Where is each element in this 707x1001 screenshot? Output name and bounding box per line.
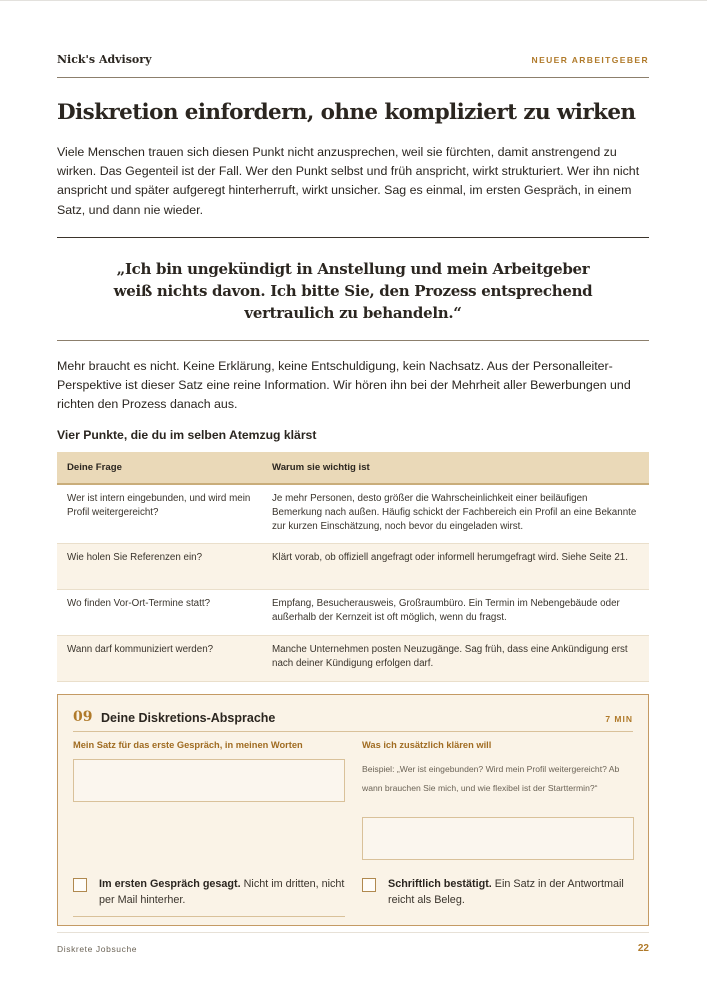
checkbox[interactable]	[73, 878, 87, 892]
checkbox[interactable]	[362, 878, 376, 892]
exercise-box	[57, 694, 649, 926]
why-cell: Manche Unternehmen posten Neuzugänge. Sag früh, dass eine Ankündigung erst nach deiner Kündigung erfolgen darf.	[262, 635, 649, 681]
top-rule	[0, 0, 707, 1]
checklist-text	[388, 876, 634, 908]
quote-text: „Ich bin ungekündigt in Anstellung und mein Arbeitgeber weiß nichts davon. Ich bitte Sie, den Prozess entsprechend vertraulich zu behandeln.“	[113, 260, 593, 322]
exercise-number: 09	[73, 709, 93, 725]
checklist-text-rest: Ein Satz in der Antwortmail reicht als Beleg.	[388, 878, 624, 906]
after-quote-paragraph: Mehr braucht es nicht. Keine Erklärung, keine Entschuldigung, kein Nachsatz. Aus der Personalleiter-Perspektive ist dieser Satz eine reine Information. Wir hören ihn bei der Mehrheit aller Bewerbungen und richten den Prozess danach aus.	[57, 359, 631, 412]
footer-title: Diskrete Jobsuche	[57, 944, 138, 954]
checklist-text-rest: Nicht im dritten, nicht per Mail hinterher.	[99, 878, 345, 906]
brand-name: Nick's Advisory	[57, 53, 152, 66]
checklist-text-bold: Im ersten Gespräch gesagt.	[99, 878, 241, 890]
table-row	[57, 635, 649, 681]
why-cell: Je mehr Personen, desto größer die Wahrscheinlichkeit einer beiläufigen Bemerkung nach außen. Häufig schickt der Fachbereich ein Profil an eine Bekannte zur kurzen Einschätzung, noch bevor du eingeladen wirst.	[262, 484, 649, 543]
intro-paragraph: Viele Menschen trauen sich diesen Punkt nicht anzusprechen, weil sie fürchten, damit anstrengend zu wirken. Das Gegenteil ist der Fall. Wer den Punkt selbst und früh anspricht, wirkt strukturiert. Wer ihn nicht anspricht und später aufgeregt hinterherruft, wirkt unsicher. Sag es einmal, im ersten Gespräch, in einem Satz, und dann nie wieder.	[57, 145, 640, 217]
table-row	[57, 484, 649, 543]
table-header-row	[57, 452, 649, 484]
column-header-question: Deine Frage	[57, 452, 262, 484]
why-cell: Empfang, Besucherausweis, Großraumbüro. Ein Termin im Nebengebäude oder außerhalb der Kernzeit ist oft möglich, wenn du fragst.	[262, 589, 649, 635]
column-header-why: Warum sie wichtig ist	[262, 452, 649, 484]
checklist-text-bold: Schriftlich bestätigt.	[388, 878, 492, 890]
why-cell: Klärt vorab, ob offiziell angefragt oder informell herumgefragt wird. Siehe Seite 21.	[262, 543, 649, 589]
section-tag: NEUER ARBEITGEBER	[531, 55, 649, 65]
page-footer	[57, 932, 649, 957]
question-cell: Wer ist intern eingebunden, und wird mein Profil weitergereicht?	[57, 484, 262, 543]
own-sentence-field[interactable]	[73, 759, 345, 802]
checklist-item-first-conversation[interactable]	[73, 878, 345, 917]
extra-questions-example: Beispiel: „Wer ist eingebunden? Wird mein Profil weitergereicht? Ab wann brauchen Sie mich, und wie flexibel ist der Starttermin?“	[362, 764, 620, 794]
pull-quote	[57, 237, 649, 341]
own-sentence-label: Mein Satz für das erste Gespräch, in meinen Worten	[73, 740, 303, 750]
extra-questions-label: Was ich zusätzlich klären will	[362, 740, 492, 750]
page-header	[57, 53, 649, 78]
exercise-header	[73, 709, 633, 732]
exercise-title: Deine Diskretions-Absprache	[101, 711, 276, 725]
checklist-text	[99, 876, 345, 908]
checklist-item-written-confirmation[interactable]	[362, 878, 634, 916]
question-cell: Wie holen Sie Referenzen ein?	[57, 543, 262, 589]
page-number: 22	[637, 943, 649, 954]
exercise-duration: 7 MIN	[605, 714, 633, 724]
table-row	[57, 589, 649, 635]
question-cell: Wo finden Vor-Ort-Termine statt?	[57, 589, 262, 635]
question-cell: Wann darf kommuniziert werden?	[57, 635, 262, 681]
points-table	[57, 452, 649, 682]
table-heading: Vier Punkte, die du im selben Atemzug klärst	[57, 428, 317, 442]
table-row	[57, 543, 649, 589]
page-title: Diskretion einfordern, ohne kompliziert zu wirken	[57, 100, 636, 125]
extra-questions-field[interactable]	[362, 817, 634, 860]
